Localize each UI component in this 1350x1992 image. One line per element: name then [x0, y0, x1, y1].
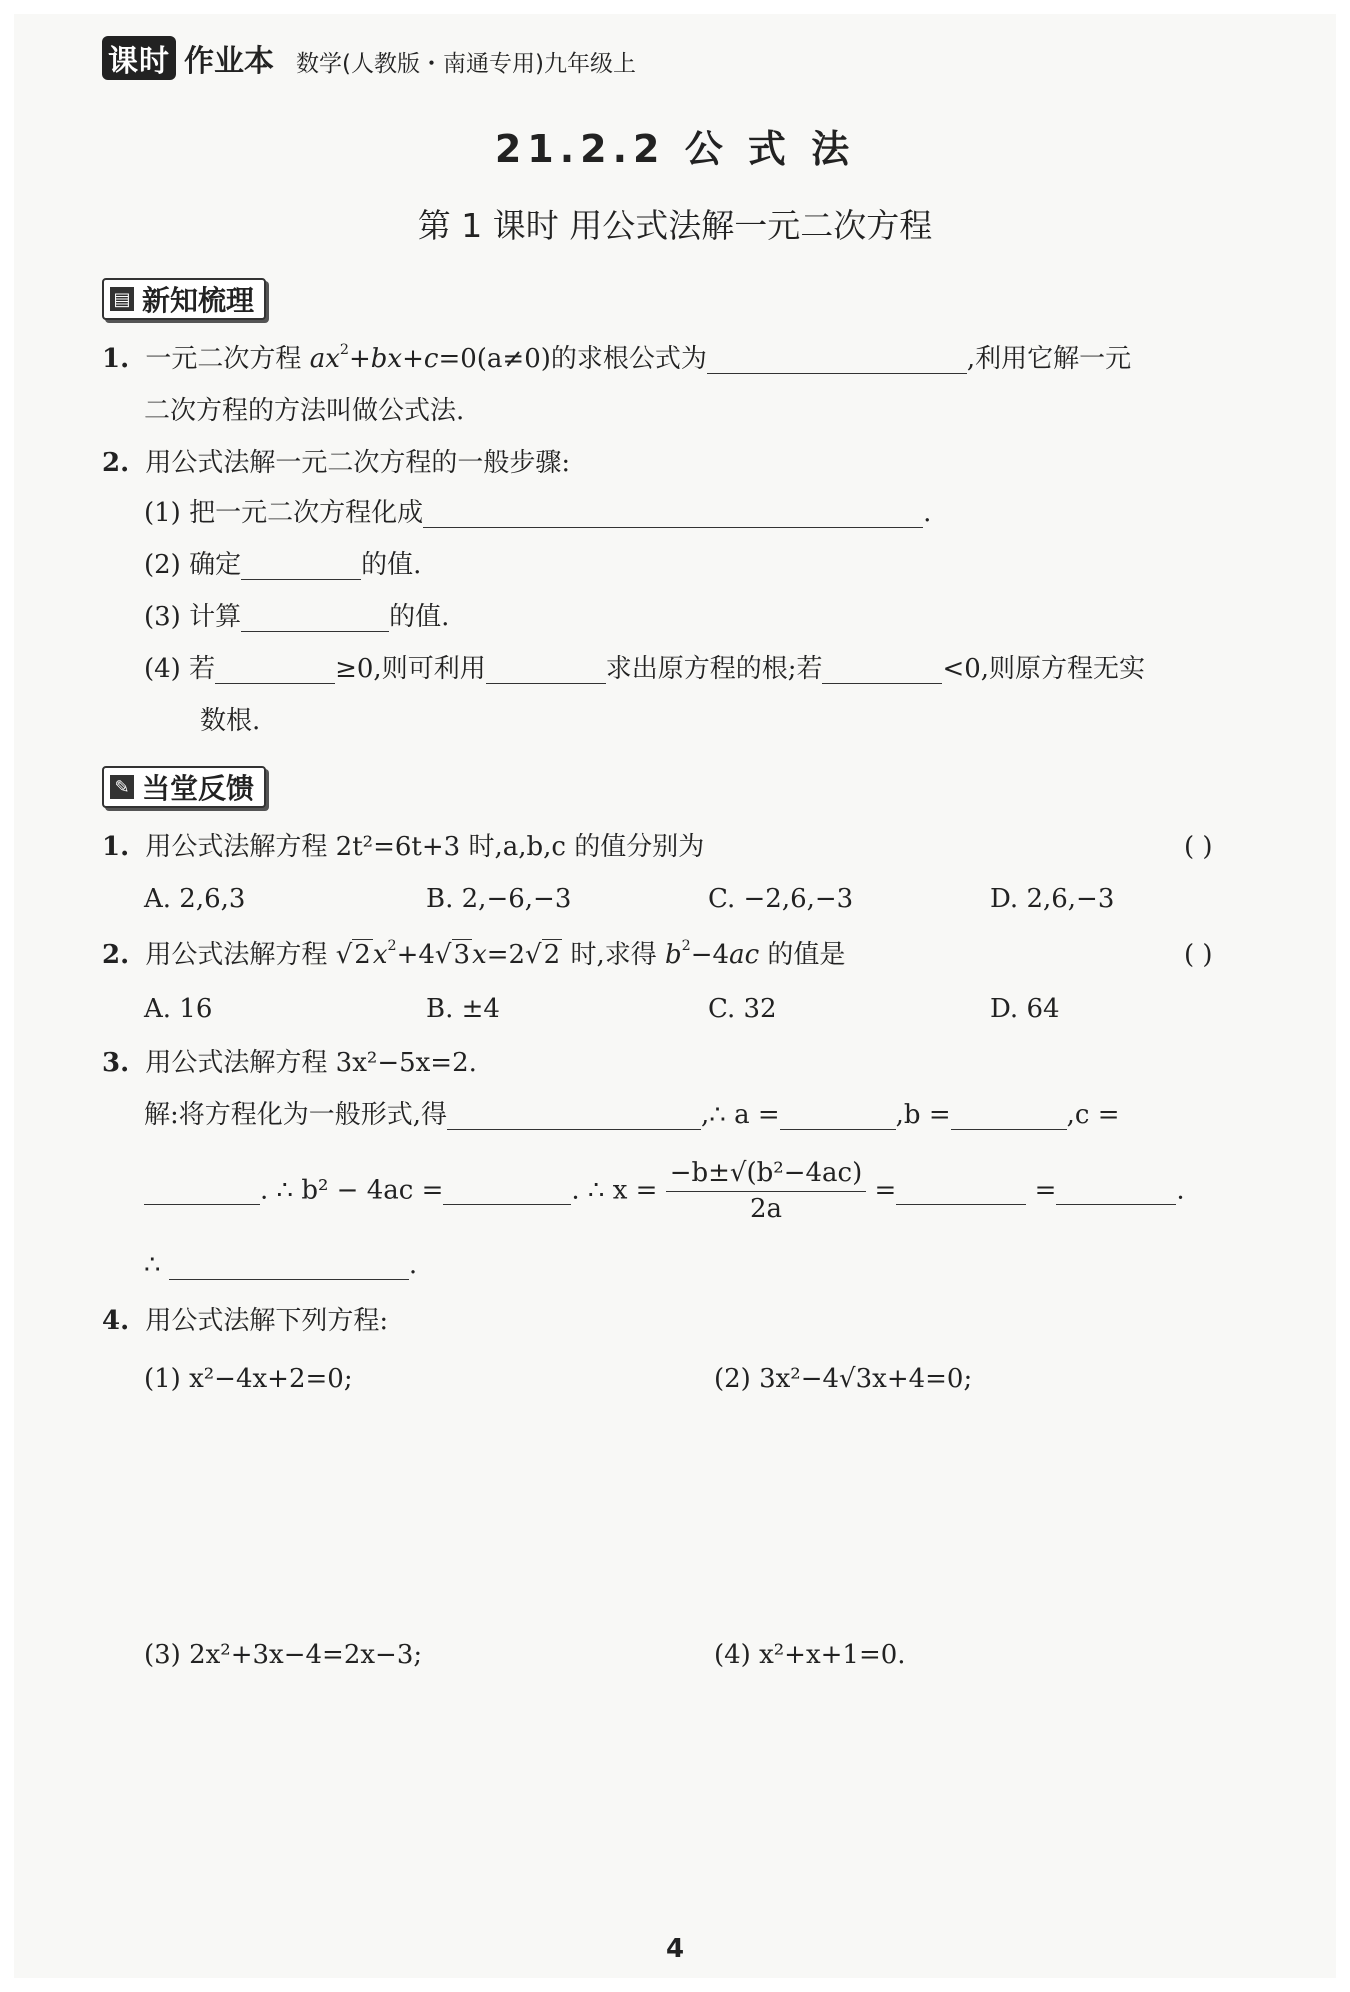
question-2-steps: 2. 用公式法解一元二次方程的一般步骤: [102, 448, 571, 478]
header [102, 36, 636, 80]
answer-blank[interactable] [447, 1103, 701, 1130]
option-c[interactable]: C. 32 [708, 994, 777, 1024]
step-4-cont: 数根. [200, 706, 261, 736]
lesson-title: 第 1 课时 用公式法解一元二次方程 [417, 206, 933, 245]
worksheet-page [14, 14, 1336, 1978]
q4-part-2-answer-space[interactable] [714, 1414, 1234, 1634]
q4-part-3-answer-space[interactable] [144, 1690, 664, 1910]
q4-part-3: (3) 2x²+3x−4=2x−3; [144, 1640, 423, 1670]
quadratic-formula: $\frac{\text{−b±√(b²−4ac)}}{2a}$ [666, 1158, 867, 1225]
feedback-question-2: 2. 用公式法解方程 $√2x^2+4√3x=2√2$ 时,求得 $b^2-4ac$ 的值是 [102, 938, 846, 970]
option-c[interactable]: C. −2,6,−3 [708, 884, 854, 914]
q4-part-2: (2) 3x²−4√3x+4=0; [714, 1364, 973, 1394]
step-3: (3) 计算 的值. [144, 602, 450, 632]
answer-blank[interactable] [896, 1178, 1026, 1205]
q3-solution-line-2: . ∴ b² − 4ac = . ∴ x = $\frac{\text{−b±√(b²−4ac)}}{2a}$ = = . [144, 1158, 1185, 1225]
answer-blank[interactable] [241, 553, 361, 580]
brand-logo: 课时 [102, 36, 176, 80]
book-icon: ▤ [110, 287, 134, 311]
option-d[interactable]: D. 64 [990, 994, 1060, 1024]
answer-paren[interactable]: ( ) [1184, 832, 1213, 862]
answer-blank[interactable] [144, 1178, 260, 1205]
feedback-question-3: 3. 用公式法解方程 3x²−5x=2. [102, 1048, 477, 1078]
q4-part-1: (1) x²−4x+2=0; [144, 1364, 353, 1394]
option-b[interactable]: B. ±4 [426, 994, 500, 1024]
answer-blank[interactable] [423, 501, 923, 528]
question-1-cont: 二次方程的方法叫做公式法. [144, 396, 465, 426]
q3-solution-line-1: 解:将方程化为一般形式,得 ,∴ a = ,b = ,c = [144, 1100, 1120, 1130]
section-tag-new-knowledge: ▤ 新知梳理 [102, 278, 266, 320]
answer-blank[interactable] [215, 657, 335, 684]
header-subtitle: 数学(人教版・南通专用)九年级上 [296, 51, 636, 77]
feedback-question-1: 1. 用公式法解方程 2t²=6t+3 时,a,b,c 的值分别为 [102, 832, 705, 862]
answer-blank[interactable] [1056, 1178, 1176, 1205]
step-2: (2) 确定 的值. [144, 550, 422, 580]
option-b[interactable]: B. 2,−6,−3 [426, 884, 572, 914]
answer-blank[interactable] [241, 605, 389, 632]
q3-solution-line-3: ∴ . [144, 1250, 418, 1280]
answer-blank[interactable] [486, 657, 606, 684]
q4-part-4-answer-space[interactable] [714, 1690, 1234, 1910]
brand-name: 作业本 [184, 44, 274, 79]
answer-blank[interactable] [443, 1178, 571, 1205]
page-number: 4 [665, 1934, 685, 1964]
answer-blank[interactable] [780, 1103, 896, 1130]
option-a[interactable]: A. 16 [144, 994, 213, 1024]
feedback-question-4: 4. 用公式法解下列方程: [102, 1306, 389, 1336]
answer-blank[interactable] [707, 347, 967, 374]
q4-part-4: (4) x²+x+1=0. [714, 1640, 906, 1670]
option-a[interactable]: A. 2,6,3 [144, 884, 246, 914]
option-d[interactable]: D. 2,6,−3 [990, 884, 1115, 914]
answer-blank[interactable] [951, 1103, 1067, 1130]
q4-part-1-answer-space[interactable] [144, 1414, 664, 1634]
answer-paren[interactable]: ( ) [1184, 940, 1213, 970]
answer-blank[interactable] [822, 657, 942, 684]
step-1: (1) 把一元二次方程化成 . [144, 498, 932, 528]
section-tag-feedback: ✎ 当堂反馈 [102, 766, 266, 808]
pencil-icon: ✎ [110, 775, 134, 799]
question-1-formula: 1. 一元二次方程 $ax^2+bx+c=0(a\ne 0)$的求根公式为 ,利用它解一元 [102, 342, 1132, 374]
step-4: (4) 若 ≥0,则可利用 求出原方程的根;若 <0,则原方程无实 [144, 654, 1146, 684]
answer-blank[interactable] [169, 1253, 409, 1280]
section-title: 21.2.2 公 式 法 [494, 127, 856, 171]
